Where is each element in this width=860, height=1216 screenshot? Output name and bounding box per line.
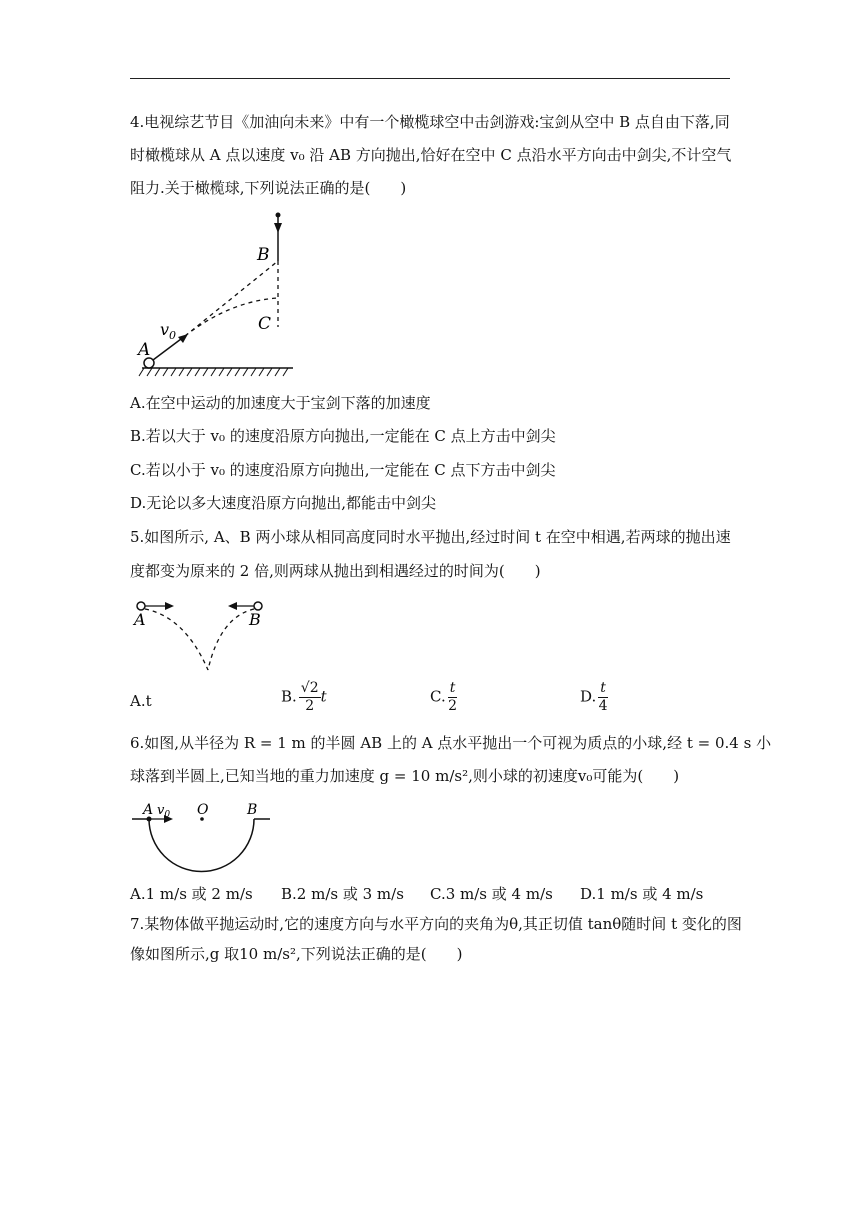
q7-text-line2: 像如图所示,g 取10 m/s²,下列说法正确的是( ) [130, 945, 463, 963]
q4-option-a: A.在空中运动的加速度大于宝剑下落的加速度 [130, 394, 431, 412]
q7-text-line1: 7.某物体做平抛运动时,它的速度方向与水平方向的夹角为θ,其正切值 tanθ随时间 t 变化的图 [130, 915, 742, 933]
q6-text-line2: 球落到半圆上,已知当地的重力加速度 g = 10 m/s²,则小球的初速度v₀可能为( ) [130, 767, 680, 785]
q4-option-b: B.若以大于 v₀ 的速度沿原方向抛出,一定能在 C 点上方击中剑尖 [130, 427, 556, 445]
q5-option-a: A.t [130, 692, 152, 710]
svg-text:v0 [160, 320, 176, 342]
q5-figure [130, 595, 275, 675]
q6-label-v-sub: 0 [164, 810, 171, 820]
q6-label-o: O [197, 802, 209, 818]
q6-option-a: A.1 m/s 或 2 m/s [130, 885, 253, 903]
q6-option-b: B.2 m/s 或 3 m/s [281, 885, 404, 903]
header-rule [130, 78, 730, 79]
q5-option-d: D. $\frac{t}{4}$ [580, 680, 608, 714]
q5-label-a: A [134, 610, 146, 629]
svg-text:v0 [157, 803, 170, 820]
q4-text-line1: 4.电视综艺节目《加油向未来》中有一个橄榄球空中击剑游戏:宝剑从空中 B 点自由下落,同 [130, 113, 730, 131]
q4-text-line3: 阻力.关于橄榄球,下列说法正确的是( ) [130, 179, 407, 197]
q5-option-b: B. $\frac{√2}{2}$ t [281, 680, 327, 714]
q6-text-line1: 6.如图,从半径为 R = 1 m 的半圆 AB 上的 A 点水平抛出一个可视为质点的小球,经 t = 0.4 s 小 [130, 734, 772, 752]
q5-text-line2: 度都变为原来的 2 倍,则两球从抛出到相遇经过的时间为( ) [130, 562, 541, 580]
q4-label-a: A [138, 340, 151, 360]
q6-option-c: C.3 m/s 或 4 m/s [430, 885, 553, 903]
q5-text-line1: 5.如图所示, A、B 两小球从相同高度同时水平抛出,经过时间 t 在空中相遇,若两球的抛出速 [130, 528, 731, 546]
q6-label-a: A [143, 802, 154, 818]
q5-label-b: B [249, 610, 261, 629]
q5-option-c: C. $\frac{t}{2}$ [430, 680, 457, 714]
q4-option-d: D.无论以多大速度沿原方向抛出,都能击中剑尖 [130, 494, 437, 512]
q4-label-v: v [160, 320, 170, 339]
q6-figure [130, 800, 275, 875]
q6-option-d: D.1 m/s 或 4 m/s [580, 885, 704, 903]
q4-label-b: B [257, 245, 270, 265]
q4-label-v-sub: 0 [169, 329, 177, 342]
q4-figure [130, 205, 300, 385]
q4-label-c: C [258, 314, 272, 334]
q4-text-line2: 时橄榄球从 A 点以速度 v₀ 沿 AB 方向抛出,恰好在空中 C 点沿水平方向击中剑尖,不计空气 [130, 146, 732, 164]
q6-label-b: B [247, 802, 258, 818]
q4-option-c: C.若以小于 v₀ 的速度沿原方向抛出,一定能在 C 点下方击中剑尖 [130, 461, 556, 479]
q6-label-v: v [157, 803, 165, 818]
